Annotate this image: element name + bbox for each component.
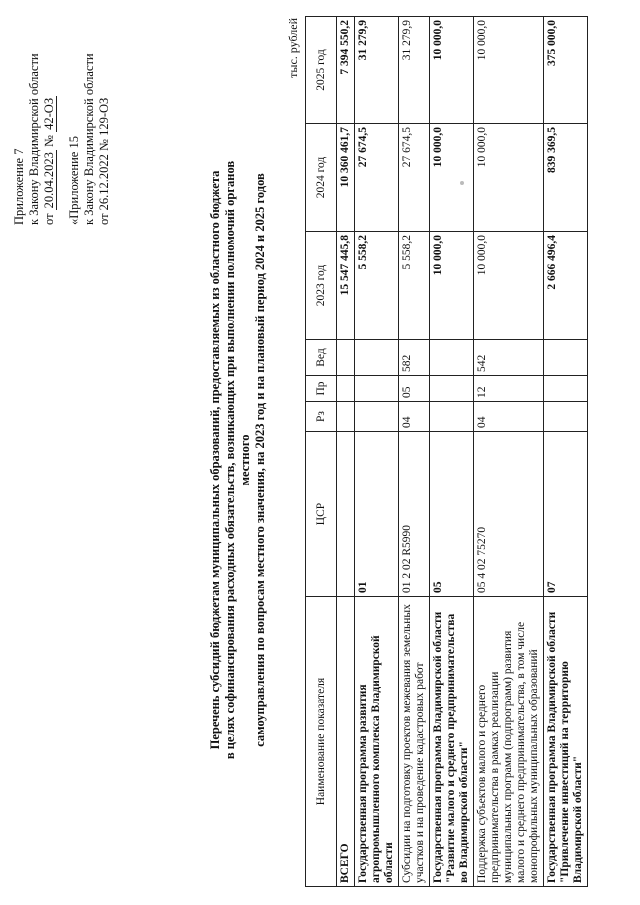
row-2024: 27 674,5 [399, 124, 430, 232]
row-name: ВСЕГО [337, 597, 355, 887]
row-csr: 05 4 02 75270 [474, 432, 544, 597]
header-pr: Пр [306, 376, 337, 402]
row-csr: 07 [544, 432, 588, 597]
row-2024: 27 674,5 [355, 124, 399, 232]
row-2025: 10 000,0 [474, 17, 544, 124]
appendix-line2: к Закону Владимирской области [27, 53, 41, 225]
row-rz: 04 [474, 402, 544, 432]
appendix-line1: Приложение 7 [12, 148, 26, 225]
header-2023: 2023 год [306, 232, 337, 340]
row-name: Поддержка субъектов малого и среднего предпринимательства в рамках реализации муниципальных программ (подпрограмм) развития малого и среднего предпринимательства, в том числе монопрофильных муниципальных образований [474, 597, 544, 887]
row-csr: 01 [355, 432, 399, 597]
row-rz [430, 402, 474, 432]
row-rz [337, 402, 355, 432]
scan-speck [460, 181, 464, 185]
row-pr [337, 376, 355, 402]
appendix-line5: к Закону Владимирской области [82, 53, 96, 225]
appendix-line4: «Приложение 15 [67, 136, 81, 225]
row-pr [430, 376, 474, 402]
header-name: Наименование показателя [306, 597, 337, 887]
row-name: Государственная программа Владимирской области "Развитие малого и среднего предпринимательства во Владимирской области" [430, 597, 474, 887]
table-row [337, 17, 355, 887]
row-pr: 05 [399, 376, 430, 402]
row-rz [544, 402, 588, 432]
row-2025: 31 279,9 [399, 17, 430, 124]
header-2024: 2024 год [306, 124, 337, 232]
row-2023: 5 558,2 [355, 232, 399, 340]
table-row [355, 17, 399, 887]
table-row [430, 17, 474, 887]
row-2023: 2 666 496,4 [544, 232, 588, 340]
table-row [544, 17, 588, 887]
appendix-date: 20.04.2023 [42, 152, 56, 209]
row-name: Государственная программа Владимирской области "Привлечение инвестиций на территорию Владимирской области" [544, 597, 588, 887]
header-rz: Рз [306, 402, 337, 432]
appendix-date-line [42, 5, 57, 225]
row-2024: 10 360 461,7 [337, 124, 355, 232]
row-ved: 582 [399, 340, 430, 376]
header-csr: ЦСР [306, 432, 337, 597]
table-header-row [306, 17, 337, 887]
subsidies-table [305, 16, 588, 887]
row-2023: 10 000,0 [474, 232, 544, 340]
row-2024: 10 000,0 [430, 124, 474, 232]
number-prefix: № [42, 135, 56, 147]
document-title [208, 140, 268, 780]
title-line1: Перечень субсидий бюджетам муниципальных образований, предоставляемых из областного бюджета [208, 170, 222, 750]
row-pr [355, 376, 399, 402]
table-row [399, 17, 430, 887]
row-2024: 839 369,5 [544, 124, 588, 232]
row-2025: 7 394 550,2 [337, 17, 355, 124]
table-row [474, 17, 544, 887]
row-ved: 542 [474, 340, 544, 376]
title-line2: в целях софинансирования расходных обязательств, возникающих при выполнении полномочий органов местного [223, 160, 252, 760]
row-ved [544, 340, 588, 376]
row-pr [544, 376, 588, 402]
row-2025: 31 279,9 [355, 17, 399, 124]
row-ved [355, 340, 399, 376]
appendix-number: 42-ОЗ [42, 97, 56, 130]
row-2023: 5 558,2 [399, 232, 430, 340]
row-2025: 375 000,0 [544, 17, 588, 124]
appendix-block [12, 5, 112, 225]
header-2025: 2025 год [306, 17, 337, 124]
units-label: тыс. рублей [286, 18, 300, 78]
row-csr [337, 432, 355, 597]
row-ved [337, 340, 355, 376]
row-rz [355, 402, 399, 432]
header-ved: Вед [306, 340, 337, 376]
date-prefix: от [42, 213, 56, 225]
appendix-line6: от 26.12.2022 № 129-ОЗ [97, 97, 111, 225]
row-pr: 12 [474, 376, 544, 402]
row-name: Субсидии на подготовку проектов межевания земельных участков и на проведение кадастровых работ [399, 597, 430, 887]
row-2023: 15 547 445,8 [337, 232, 355, 340]
row-2023: 10 000,0 [430, 232, 474, 340]
row-csr: 01 2 02 R5990 [399, 432, 430, 597]
row-csr: 05 [430, 432, 474, 597]
row-2024: 10 000,0 [474, 124, 544, 232]
row-name: Государственная программа развития агропромышленного комплекса Владимирской области [355, 597, 399, 887]
row-2025: 10 000,0 [430, 17, 474, 124]
row-rz: 04 [399, 402, 430, 432]
row-ved [430, 340, 474, 376]
title-line3: самоуправления по вопросам местного значения, на 2023 год и на плановый период 2024 и 2025 годов [253, 173, 267, 747]
